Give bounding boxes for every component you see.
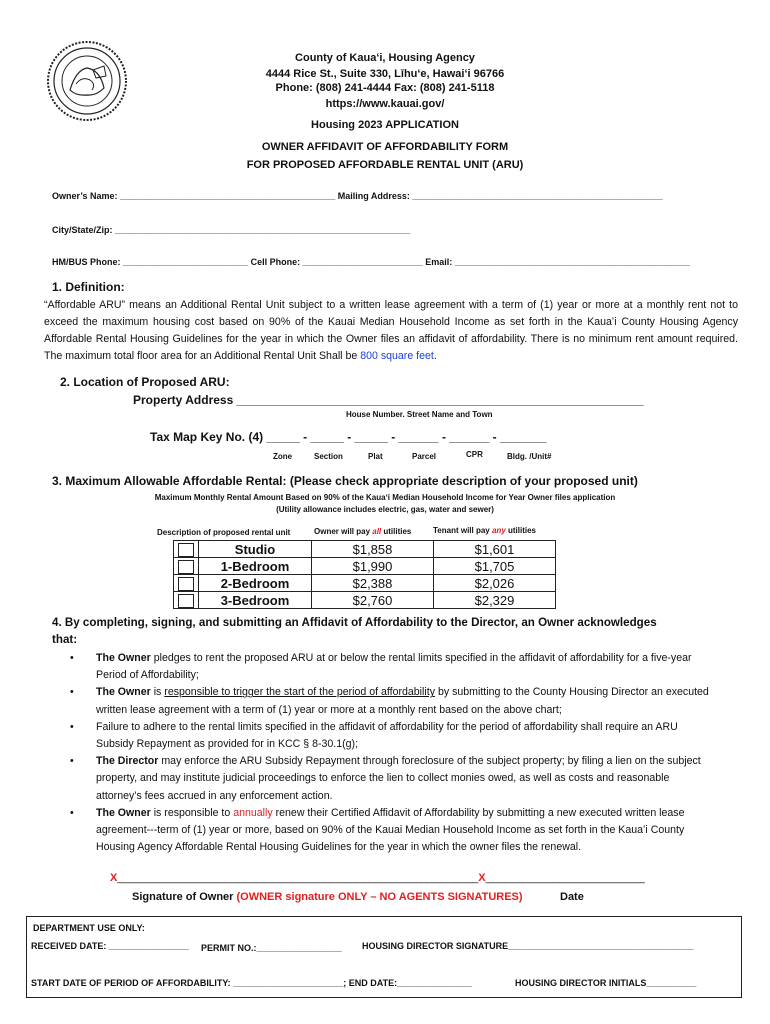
col-header-description: Description of proposed rental unit <box>157 528 291 537</box>
list-item: • The Owner is responsible to trigger the start of the period of affordability by submitting to the County Housing Director an executed written lease agreement with a term of (1) year or more at a monthly rent based on the above chart; <box>70 686 709 716</box>
property-address-field[interactable]: Property Address _____________________________________________________________ <box>133 393 644 407</box>
property-address-caption: House Number. Street Name and Town <box>346 410 493 419</box>
section3-title-bold: 3. Maximum Allowable Affordable Rental: <box>52 474 287 488</box>
date-x-mark: X <box>478 872 486 884</box>
agency-name: County of Kauaʻi, Housing Agency <box>295 52 475 64</box>
tax-map-key-field[interactable]: Tax Map Key No. (4) _____ - _____ - _____ - ______ - ______ - _______ <box>150 430 547 444</box>
section4-title-cont: that: <box>52 633 78 646</box>
tmk-label-parcel: Parcel <box>412 452 437 461</box>
rental-limits-table <box>173 540 556 609</box>
unit-type: Studio <box>199 541 312 558</box>
signature-line[interactable] <box>110 872 645 884</box>
agency-phone: Phone: (808) 241-4444 Fax: (808) 241-5118 <box>275 82 495 94</box>
form-title-line1: OWNER AFFIDAVIT OF AFFORDABILITY FORM <box>261 141 509 153</box>
b5-annually: annually <box>233 806 273 819</box>
signature-owner-label: Signature of Owner <box>132 891 237 903</box>
department-use-box <box>26 916 742 998</box>
table-row <box>174 575 556 592</box>
b5-subject: The Owner <box>96 806 151 819</box>
list-item: • The Owner pledges to rent the proposed ARU at or below the rental limits specified in the affidavit of affordability for a five-year Period of Affordability; <box>70 652 692 682</box>
col-tenant-emphasis: any <box>491 526 506 535</box>
owner-rent: $2,388 <box>312 575 434 592</box>
section4-title: 4. By completing, signing, and submitting an Affidavit of Affordability to the Director, an Owner acknowledges <box>52 616 657 629</box>
col-tenant-post: utilities <box>505 526 537 535</box>
signature-x-mark: X <box>110 872 118 884</box>
tenant-rent: $2,026 <box>434 575 556 592</box>
unit-type: 2-Bedroom <box>199 575 312 592</box>
table-row <box>174 592 556 609</box>
col-tenant-pre: Tenant will pay <box>433 526 492 535</box>
section1-title: 1. Definition: <box>52 280 125 294</box>
tmk-label-plat: Plat <box>368 452 383 461</box>
tenant-rent: $2,329 <box>434 592 556 609</box>
section2-title: 2. Location of Proposed ARU: <box>60 375 230 389</box>
list-item: • The Owner is responsible to annually renew their Certified Affidavit of Affordability by submitting a new executed written lease agreement---term of (1) year or more, based on 90% of the Kauai Median Household Income as set forth in the Kauaʻi County Housing Agency Affordable Rental Housing Guidelines for the year in which the owner files the renewal. <box>70 806 685 854</box>
form-title-line2: FOR PROPOSED AFFORDABLE RENTAL UNIT (ARU) <box>246 159 524 171</box>
b5-mid: is responsible to <box>150 806 234 819</box>
b2-text: by submitting to the County Housing Director an executed written lease agreement with a term of (1) year or more at a monthly rent based on the above chart; <box>96 686 709 716</box>
col-header-owner <box>314 527 411 536</box>
owner-name-field[interactable]: Owner’s Name: ___________________________________________ Mailing Address: __________________________________________________ <box>52 191 663 201</box>
table-row <box>174 558 556 575</box>
tmk-label-section: Section <box>314 452 343 461</box>
phone-email-fields[interactable]: HM/BUS Phone: _________________________ Cell Phone: ________________________ Email: _______________________________________________ <box>52 257 691 267</box>
period-dates-field[interactable]: START DATE OF PERIOD OF AFFORDABILITY: ______________________; END DATE:_______________ <box>31 978 473 988</box>
b2-underlined: responsible to trigger the start of the period of affordability <box>164 686 435 699</box>
definition-end: . <box>433 350 437 362</box>
b2-subject: The Owner <box>96 686 151 699</box>
b1-subject: The Owner <box>96 652 151 664</box>
unit-type: 1-Bedroom <box>199 558 312 575</box>
section3-title <box>52 474 638 488</box>
director-signature-field[interactable]: HOUSING DIRECTOR SIGNATURE_____________________________________ <box>362 941 694 951</box>
tenant-rent: $1,601 <box>434 541 556 558</box>
agency-website[interactable]: https://www.kauai.gov/ <box>325 98 445 110</box>
col-owner-pre: Owner will pay <box>314 527 373 536</box>
two-bedroom-checkbox[interactable] <box>174 575 199 592</box>
signature-owner-line: ___________________________________________________________ <box>117 872 479 884</box>
tmk-label-unit: Bldg. /Unit# <box>507 452 552 461</box>
definition-text: “Affordable ARU” means an Additional Rental Unit subject to a written lease agreement with a term of (1) year or more at a monthly rent not to exceed the maximum housing cost based on 90% of the Kauai Median Household Income as set forth in the Kauaʻi County Housing Agency Affordable Rental Housing Guidelines for the year in which the Owner files an affidavit of affordability. There is no minimum rent amount required. The maximum total floor area for an Additional Rental Unit Shall be <box>44 299 738 362</box>
permit-number-field[interactable]: PERMIT NO.:_________________ <box>201 943 342 953</box>
b2-mid: is <box>150 686 165 699</box>
col-owner-post: utilities <box>381 527 412 536</box>
department-use-title: DEPARTMENT USE ONLY: <box>33 923 145 933</box>
section3-title-rest: (Please check appropriate description of your proposed unit) <box>286 474 638 488</box>
unit-type: 3-Bedroom <box>199 592 312 609</box>
col-header-tenant <box>433 526 536 535</box>
one-bedroom-checkbox[interactable] <box>174 558 199 575</box>
owner-rent: $2,760 <box>312 592 434 609</box>
b3-text: Failure to adhere to the rental limits specified in the affidavit of affordability for the period of affordability shall require an ARU Subsidy Repayment as provided for in KCC § 8-30.1(g); <box>96 720 678 751</box>
b4-subject: The Director <box>96 755 159 768</box>
owner-rent: $1,990 <box>312 558 434 575</box>
list-item: • Failure to adhere to the rental limits specified in the affidavit of affordability for the period of affordability shall require an ARU Subsidy Repayment as provided for in KCC § 8-30.1(g); <box>70 720 678 751</box>
application-title: Housing 2023 APPLICATION <box>311 119 459 131</box>
studio-checkbox[interactable] <box>174 541 199 558</box>
b4-text: may enforce the ARU Subsidy Repayment through foreclosure of the subject property; by filing a lien on the subject property, and may institute judicial proceedings to enforce the lien to collect monies owed, as well as costs and reasonable attorney’s fees accrued in any enforcement action. <box>96 755 701 802</box>
tmk-label-zone: Zone <box>273 452 293 461</box>
section3-utility-note: (Utility allowance includes electric, gas, water and sewer) <box>276 505 494 514</box>
section1-definition <box>44 297 738 365</box>
section3-subtitle: Maximum Monthly Rental Amount Based on 90% of the Kauaʻi Median Household Income for Year Owner files application <box>154 493 616 502</box>
signature-date-label: Date <box>560 891 584 903</box>
tmk-label-cpr: CPR <box>466 450 483 459</box>
owner-rent: $1,858 <box>312 541 434 558</box>
list-item: • The Director may enforce the ARU Subsidy Repayment through foreclosure of the subject property; by filing a lien on the subject property, and may institute judicial proceedings to enforce the lien to collect monies owed, as well as costs and reasonable attorney’s fees accrued in any enforcement action. <box>70 755 701 802</box>
agency-address: 4444 Rice St., Suite 330, Līhuʻe, Hawaiʻi 96766 <box>265 68 505 80</box>
director-initials-field[interactable]: HOUSING DIRECTOR INITIALS__________ <box>515 978 697 988</box>
square-feet-value: 800 square feet <box>360 350 434 362</box>
three-bedroom-checkbox[interactable] <box>174 592 199 609</box>
signature-date-line: __________________________ <box>485 872 645 884</box>
received-date-field[interactable]: RECEIVED DATE: ________________ <box>31 941 189 951</box>
col-owner-emphasis: all <box>372 527 382 536</box>
city-state-zip-field[interactable]: City/State/Zip: ___________________________________________________________ <box>52 225 411 235</box>
signature-owner-warning: (OWNER signature ONLY – NO AGENTS SIGNATURES) <box>236 891 523 903</box>
table-row <box>174 541 556 558</box>
b1-text: pledges to rent the proposed ARU at or below the rental limits specified in the affidavit of affordability for a five-year Period of Affordability; <box>96 652 692 682</box>
acknowledgement-list <box>70 650 711 856</box>
tenant-rent: $1,705 <box>434 558 556 575</box>
signature-label <box>132 891 523 903</box>
b5-text: renew their Certified Affidavit of Affordability by submitting a new executed written lease agreement---term of (1) year or more, based on 90% of the Kauai Median Household Income as set forth in the Kauaʻi County Housing Agency Affordable Rental Housing Guidelines for the year in which the owner files the renewal. <box>96 806 685 854</box>
